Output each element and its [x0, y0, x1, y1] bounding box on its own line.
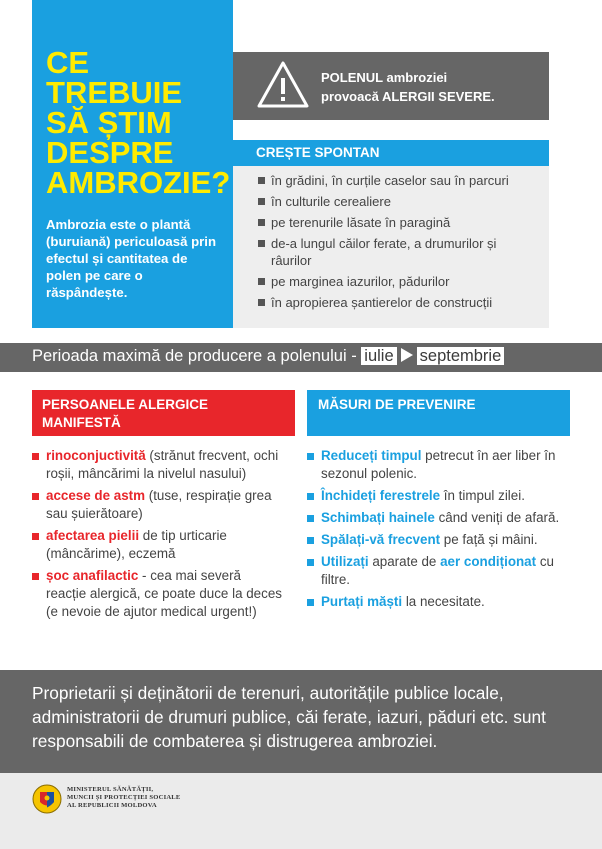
moldova-coat-of-arms-icon	[32, 782, 62, 816]
list-item: în apropierea șantierelor de construcții	[258, 294, 538, 311]
list-item: Spălați-vă frecvent pe față și mâini.	[307, 531, 565, 549]
list-item: Schimbați hainele când veniți de afară.	[307, 509, 565, 527]
period-end: septembrie	[417, 347, 505, 365]
prevention-list	[307, 447, 565, 615]
ministry-name: MINISTERUL SĂNĂTĂȚII, MUNCII ȘI PROTECȚIEI SOCIALE AL REPUBLICII MOLDOVA	[67, 786, 181, 809]
allergy-list	[32, 447, 282, 625]
arrow-right-icon	[401, 348, 413, 362]
period-start: iulie	[361, 347, 396, 365]
allergy-title: PERSOANELE ALERGICE MANIFESTĂ	[42, 397, 209, 430]
list-item: accese de astm (tuse, respirație grea sau șuierătoare)	[32, 487, 282, 523]
warning-triangle-icon	[256, 60, 310, 110]
list-item: afectarea pielii de tip urticarie (mâncărime), eczemă	[32, 527, 282, 563]
alert-line-1: POLENUL ambroziei	[321, 70, 448, 85]
list-item: Purtați măști la necesitate.	[307, 593, 565, 611]
list-item: Utilizați aparate de aer condiționat cu filtre.	[307, 553, 565, 589]
list-item: pe terenurile lăsate în paragină	[258, 214, 538, 231]
list-item: în grădini, în curțile caselor sau în parcuri	[258, 172, 538, 189]
list-item: Reduceți timpul petrecut în aer liber în sezonul polenic.	[307, 447, 565, 483]
intro-description: Ambrozia este o plantă (buruiană) periculoasă prin efectul și cantitatea de polen pe care o răspândește.	[46, 217, 217, 300]
list-item: de-a lungul căilor ferate, a drumurilor și râurilor	[258, 235, 538, 269]
list-item: șoc anafilactic - cea mai severă reacție alergică, ce poate duce la deces (e nevoie de ajutor medical urgent!)	[32, 567, 282, 621]
alert-line-2: provoacă ALERGII SEVERE.	[321, 89, 495, 104]
growth-title: CREȘTE SPONTAN	[256, 145, 380, 160]
footer	[0, 773, 602, 849]
list-item: pe marginea iazurilor, pădurilor	[258, 273, 538, 290]
list-item: rinoconjuctivită (strănut frecvent, ochi roșii, mâncărimi la nivelul nasului)	[32, 447, 282, 483]
page-title: CE TREBUIE SĂ ȘTIM DESPRE AMBROZIE?	[46, 45, 231, 200]
list-item: în culturile cerealiere	[258, 193, 538, 210]
alert-text	[321, 68, 541, 106]
responsibility-text: Proprietarii și deținătorii de terenuri, autoritățile publice locale, administratorii de drumuri publice, căi ferate, iazuri, păduri etc. sunt responsabili de combaterea și distrugerea ambroziei.	[32, 683, 546, 751]
list-item: Închideți ferestrele în timpul zilei.	[307, 487, 565, 505]
pollen-period-text: Perioada maximă de producere a polenului - iulie septembrie	[32, 347, 504, 366]
prevention-title: MĂSURI DE PREVENIRE	[318, 397, 476, 412]
growth-list	[258, 172, 538, 315]
